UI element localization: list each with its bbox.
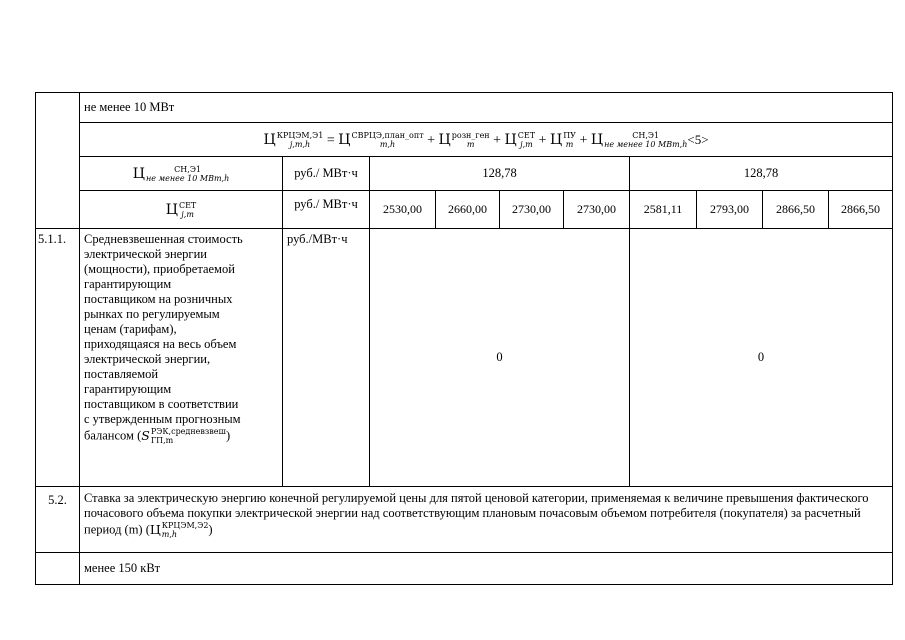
row-set	[36, 191, 893, 229]
row-threshold	[36, 93, 893, 123]
item-symbol: S РЭК,средневзвеш ГП,m	[141, 427, 226, 445]
threshold-text: не менее 10 МВт	[80, 93, 893, 123]
set-value: 2660,00	[436, 191, 500, 229]
set-value: 2866,50	[829, 191, 893, 229]
row-5-2	[36, 487, 893, 553]
formula-term-2: Ц розн_ген m	[438, 130, 490, 149]
set-value: 2866,50	[763, 191, 829, 229]
item-5-2-description: Ставка за электрическую энергию конечной регулируемой цены для пятой ценовой категории, применяемая к величине превышения фактического почасового объема покупки электрической энергии над соответствующим плановым почасовым объемом потребителя (покупателя) за расчетный период (m) (Ц КРЦЭМ,Э2 m,h )	[80, 487, 893, 553]
sn-e1-value-a: 128,78	[370, 157, 630, 191]
sn-e1-unit: руб./ МВт·ч	[283, 157, 370, 191]
formula-footnote: <5>	[687, 131, 709, 147]
item-5-2-symbol: Ц КРЦЭМ,Э2 m,h	[149, 521, 209, 539]
row-formula	[36, 123, 893, 157]
row-number-empty	[36, 553, 80, 585]
row-threshold-150	[36, 553, 893, 585]
set-unit: руб./ МВт·ч	[283, 191, 370, 229]
item-number: 5.2.	[36, 487, 80, 553]
formula-lhs: Ц КРЦЭМ,Э1 j,m,h	[263, 130, 324, 149]
item-description: Средневзвешенная стоимость электрической энергии (мощности), приобретаемой гарантирующим поставщиком на розничных рынках по регулируемым ценам (тарифам), приходящаяся на весь объем электрической энергии, поставляемой гарантирующим поставщиком в соответствии с утвержденным прогнозным балансом (S РЭК,средневзвеш ГП,m )	[80, 229, 283, 487]
formula-term-5: Ц СН,Э1 не менее 10 МВт,h	[590, 130, 688, 149]
row-5-1-1	[36, 229, 893, 487]
threshold-150-text: менее 150 кВт	[80, 553, 893, 585]
item-value-b: 0	[630, 229, 893, 487]
set-value: 2530,00	[370, 191, 436, 229]
item-value-a: 0	[370, 229, 630, 487]
formula-term-3: Ц СЕТ j,m	[504, 130, 536, 149]
set-value: 2793,00	[697, 191, 763, 229]
set-value: 2730,00	[564, 191, 630, 229]
tariff-table	[35, 92, 893, 585]
item-unit: руб./МВт·ч	[283, 229, 370, 487]
set-label: Ц СЕТ j,m	[80, 191, 283, 229]
formula-term-4: Ц ПУ m	[549, 130, 576, 149]
row-number-empty	[36, 93, 80, 229]
sn-e1-value-b: 128,78	[630, 157, 893, 191]
price-formula: Ц КРЦЭМ,Э1 j,m,h = Ц СВРЦЭ,план_опт m,h + Ц розн_ген m + Ц СЕТ j,m + Ц ПУ m + Ц СН,Э1 не менее 10 МВт,h <5>	[80, 123, 893, 157]
formula-term-1: Ц СВРЦЭ,план_опт m,h	[338, 130, 424, 149]
sn-e1-label: Ц СН,Э1 не менее 10 МВт,h	[80, 157, 283, 191]
row-sn-e1	[36, 157, 893, 191]
item-number: 5.1.1.	[36, 229, 80, 487]
set-value: 2581,11	[630, 191, 697, 229]
set-value: 2730,00	[500, 191, 564, 229]
